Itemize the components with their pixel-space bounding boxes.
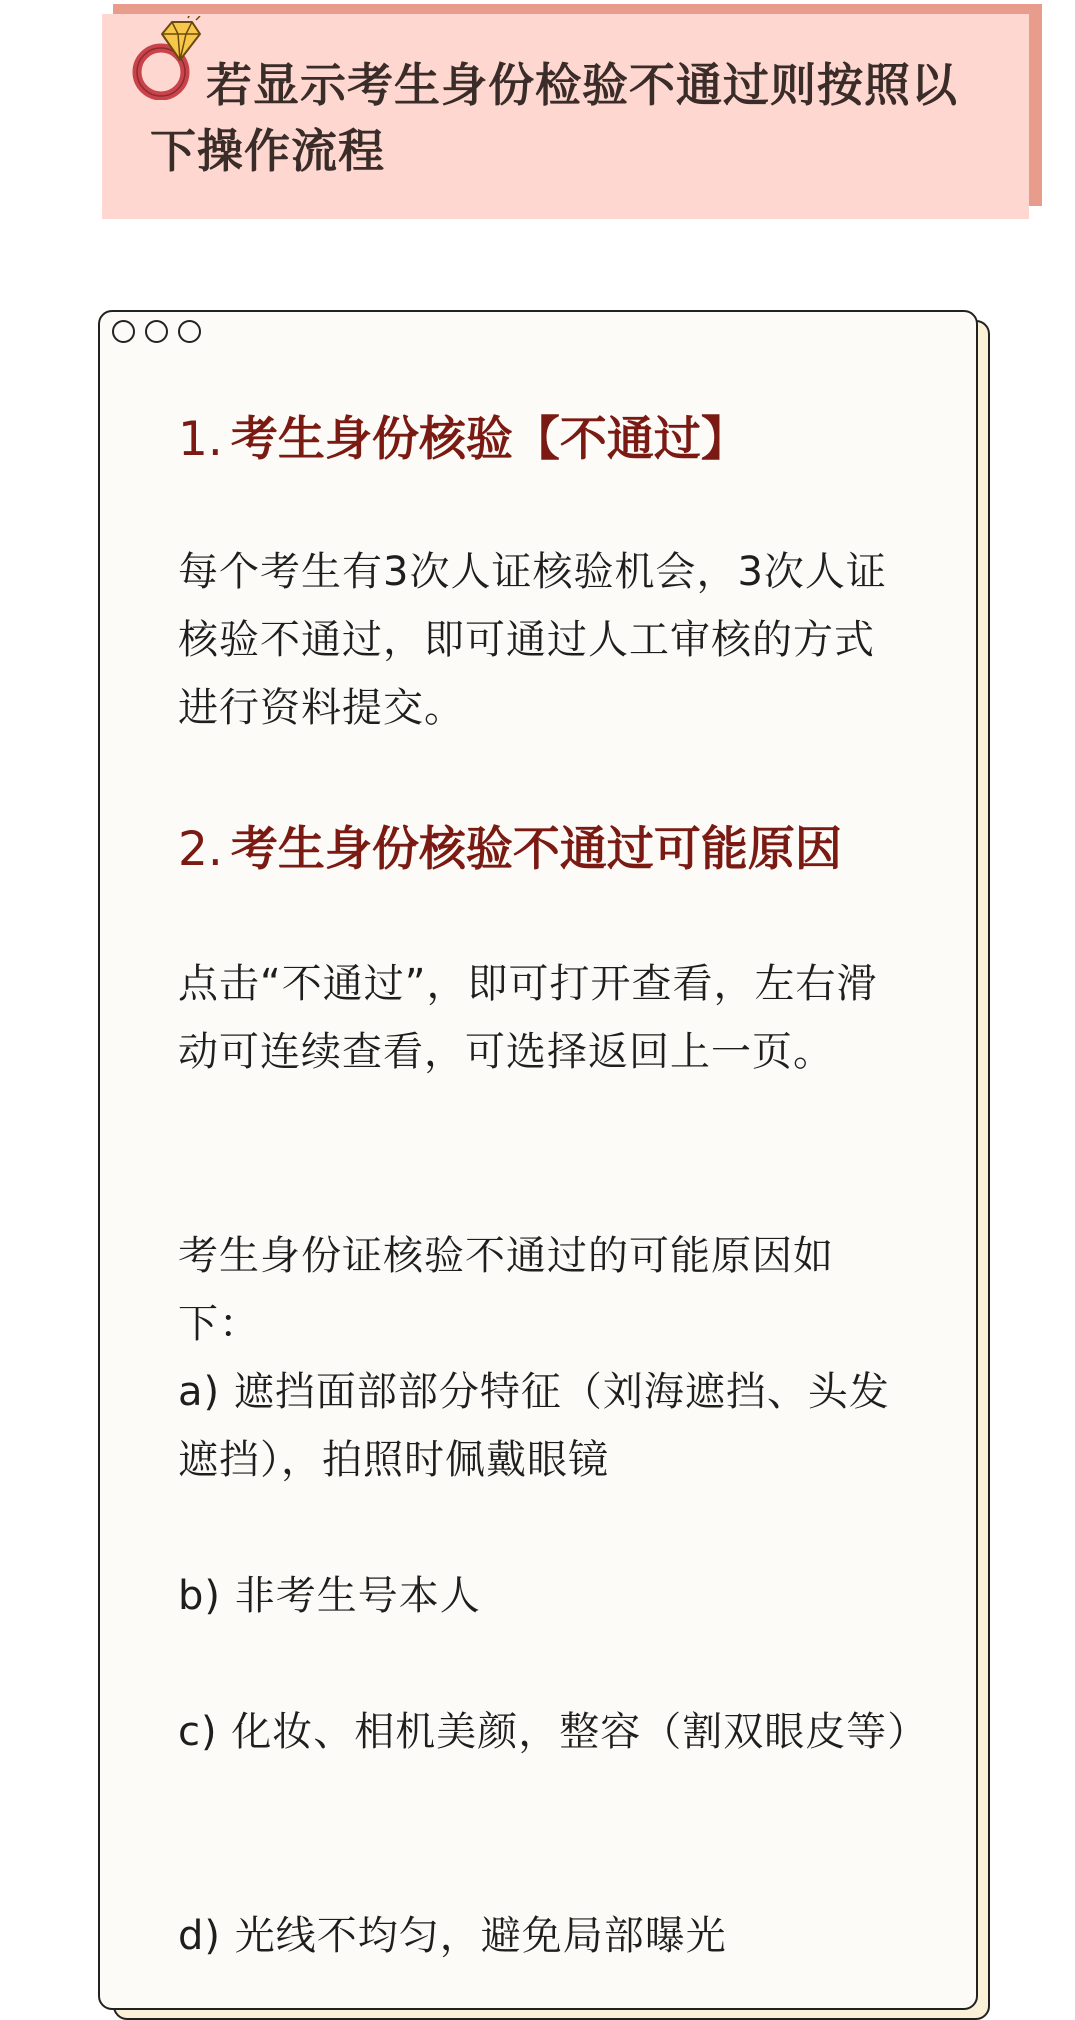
title-banner <box>102 14 1029 219</box>
reason-item-d: d) 光线不均匀，避免局部曝光 <box>178 1913 727 1959</box>
reasons-intro: 考生身份证核验不通过的可能原因如下： <box>178 1233 834 1347</box>
window-dot-icon <box>112 320 135 343</box>
page-title: 若显示考生身份检验不通过则按照以下操作流程 <box>150 58 958 178</box>
window-dot-icon <box>178 320 201 343</box>
window-dot-icon <box>145 320 168 343</box>
reason-item-c: c) 化妆、相机美颜，整容（割双眼皮等） <box>178 1709 929 1755</box>
section-1-number: 1. <box>178 412 223 467</box>
reason-item-a: a) 遮挡面部部分特征（刘海遮挡、头发遮挡），拍照时佩戴眼镜 <box>178 1369 890 1483</box>
section-2-body: 点击“不通过”，即可打开查看，左右滑动可连续查看，可选择返回上一页。 <box>178 961 878 1075</box>
reason-item-b: b) 非考生号本人 <box>178 1573 481 1619</box>
section-2-number: 2. <box>178 822 223 877</box>
section-1-heading <box>178 410 748 470</box>
section-1-body: 每个考生有3次人证核验机会，3次人证核验不通过，即可通过人工审核的方式进行资料提交。 <box>178 549 887 731</box>
content-card <box>98 310 978 2010</box>
section-1-title: 考生身份核验【不通过】 <box>230 412 748 467</box>
section-2-heading <box>178 820 842 880</box>
window-dots <box>112 320 201 343</box>
reasons-list <box>178 1222 913 1494</box>
section-2-title: 考生身份核验不通过可能原因 <box>230 822 842 877</box>
